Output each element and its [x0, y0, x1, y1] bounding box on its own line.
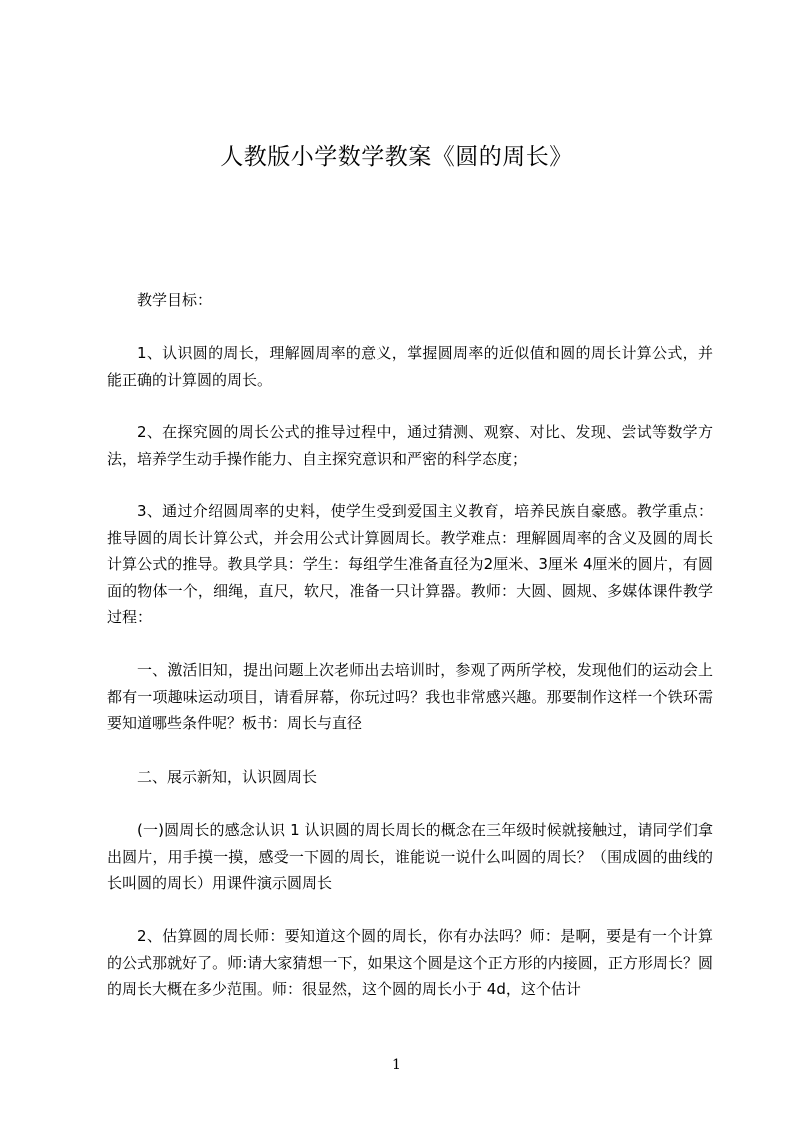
- document-title: 人教版小学数学教案《圆的周长》: [220, 144, 573, 170]
- section-heading-step-2: 二、展示新知，认识圆周长: [137, 768, 318, 786]
- section-heading-objectives: 教学目标：: [137, 291, 213, 309]
- paragraph-step-2-2: 2、估算圆的周长师：要知道这个圆的周长，你有办法吗？师：是啊，要是有一个计算的公式那就好了。师:请大家猜想一下，如果这个圆是这个正方形的内接圆，正方形周长？圆的周长大概在多少范围。师：很显然，这个圆的周长小于 4d，这个估计: [107, 927, 713, 998]
- paragraph-objective-3: 3、通过介绍圆周率的史料，使学生受到爱国主义教育，培养民族自豪感。教学重点：推导圆的周长计算公式，并会用公式计算圆周长。教学难点：理解圆周率的含义及圆的周长计算公式的推导。教具学具：学生：每组学生准备直径为2厘米、3厘米 4厘米的圆片，有圆面的物体一个，细绳，直尺，软尺，准备一只计算器。教师：大圆、圆规、多媒体课件教学过程：: [107, 502, 713, 626]
- paragraph-objective-2: 2、在探究圆的周长公式的推导过程中，通过猜测、观察、对比、发现、尝试等数学方法，培养学生动手操作能力、自主探究意识和严密的科学态度；: [107, 423, 713, 468]
- paragraph-step-2-1: (一)圆周长的感念认识 1 认识圆的周长周长的概念在三年级时候就接触过，请同学们拿出圆片，用手摸一摸，感受一下圆的周长，谁能说一说什么叫圆的周长？（围成圆的曲线的长叫圆的周长）用课件演示圆周长: [107, 821, 713, 892]
- paragraph-objective-1: 1、认识圆的周长，理解圆周率的意义，掌握圆周率的近似值和圆的周长计算公式，并能正确的计算圆的周长。: [107, 344, 713, 389]
- paragraph-step-1: 一、激活旧知，提出问题上次老师出去培训时，参观了两所学校，发现他们的运动会上都有一项趣味运动项目，请看屏幕，你玩过吗？我也非常感兴趣。那要制作这样一个铁环需要知道哪些条件呢？板书：周长与直径: [107, 661, 713, 732]
- page-number: 1: [392, 1057, 401, 1073]
